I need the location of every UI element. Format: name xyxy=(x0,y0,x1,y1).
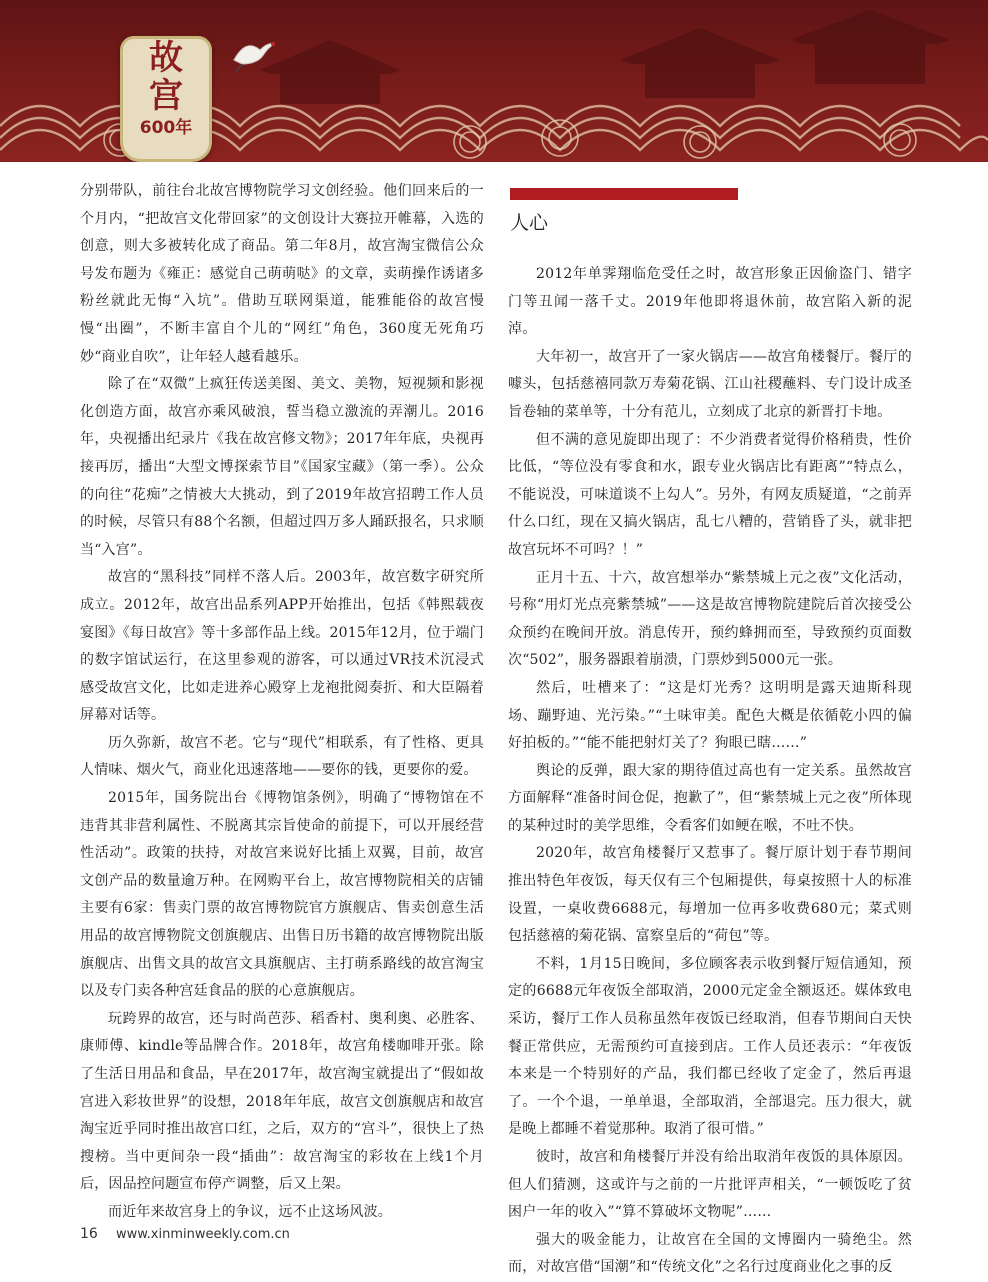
page-number: 16 xyxy=(80,1226,98,1242)
page-footer xyxy=(80,1226,290,1242)
seal-char-1: 故 xyxy=(149,38,183,78)
seal-year: 600年 xyxy=(139,118,193,138)
seal-char-2: 宫 xyxy=(149,76,183,116)
paragraph: 历久弥新，故宫不老。它与“现代”相联系，有了性格、更具人情味、烟火气，商业化迅速落地——要你的钱，更要你的爱。 xyxy=(80,734,484,779)
paragraph: 玩跨界的故宫，还与时尚芭莎、稻香村、奥利奥、必胜客、康师傅、kindle等品牌合作。2018年，故宫角楼咖啡开张。除了生活日用品和食品，早在2017年，故宫淘宝就提出了“假如故宫进入彩妆世界”的设想，2018年年底，故宫文创旗舰店和故宫淘宝近乎同时推出故宫口红，之后，双方的“宫斗”，很快上了热搜榜。当中更间杂一段“插曲”：故宫淘宝的彩妆在上线1个月后，因品控问题宣布停产调整，后又上架。 xyxy=(80,1010,484,1193)
paragraph: 除了在“双微”上疯狂传送美图、美文、美物，短视频和影视化创造方面，故宫亦乘风破浪，誓当稳立激流的弄潮儿。2016年，央视播出纪录片《我在故宫修文物》；2017年年底，央视再接再厉，播出“大型文博探索节目”《国家宝藏》（第一季）。公众的向往“花痴”之情被大大挑动，到了2019年故宫招聘工作人员的时候，尽管只有88个名额，但超过四万多人踊跃报名，只求顺当“入宫”。 xyxy=(80,376,484,558)
header-banner xyxy=(0,0,988,162)
paragraph: 故宫的“黑科技”同样不落人后。2003年，故宫数字研究所成立。2012年，故宫出品系列APP开始推出，包括《韩熙载夜宴图》《每日故宫》等十多部作品上线。2015年12月，位于端门的数字馆试运行，在这里参观的游客，可以通过VR技术沉浸式感受故宫文化，比如走进养心殿穿上龙袍批阅奏折、和大臣隔着屏幕对话等。 xyxy=(80,569,484,724)
gugong-600-seal xyxy=(120,36,212,162)
paragraph: 不料，1月15日晚间，多位顾客表示收到餐厅短信通知，预定的6688元年夜饭全部取消，2000元定金全额返还。媒体致电采访，餐厅工作人员称虽然年夜饭已经取消，但春节期间白天快餐正常供应，无需预约可直接到店。工作人员还表示：“年夜饭本来是一个特别好的产品，我们都已经收了定金了，然后再退了。一个个退，一单单退，全部取消，全部退完。压力很大，就是晚上都睡不着觉那种。取消了很可惜。” xyxy=(508,955,912,1138)
paragraph: 分别带队，前往台北故宫博物院学习文创经验。他们回来后的一个月内，“把故宫文化带回家”的文创设计大赛拉开帷幕，入选的创意，则大多被转化成了商品。第二年8月，故宫淘宝微信公众号发布题为《雍正：感觉自己萌萌哒》的文章，卖萌操作诱诸多粉丝就此无悔“入坑”。借助互联网渠道，能雅能俗的故宫慢慢“出圈”，不断丰富自个儿的“网红”角色，360度无死角巧妙“商业自吹”，让年轻人越看越乐。 xyxy=(80,183,484,365)
paragraph: 2015年，国务院出台《博物馆条例》，明确了“博物馆在不违背其非营利属性、不脱离其宗旨使命的前提下，可以开展经营性活动”。政策的扶持，对故宫来说好比插上双翼，目前，故宫文创产品的数量逾万种。在网购平台上，故宫博物院相关的店铺主要有6家：售卖门票的故宫博物院官方旗舰店、售卖创意生活用品的故宫博物院文创旗舰店、出售日历书籍的故宫博物院出版旗舰店、出售文具的故宫文具旗舰店、主打萌系路线的故宫淘宝以及专门卖各种宫廷食品的朕的心意旗舰店。 xyxy=(80,790,484,1000)
palace-roof-silhouette xyxy=(260,10,950,104)
paragraph: 彼时，故宫和角楼餐厅并没有给出取消年夜饭的具体原因。但人们猜测，这或许与之前的一片批评声相关，“一顿饭吃了贫困户一年的收入”“算不算破坏文物呢”…… xyxy=(508,1149,912,1221)
paragraph: 但不满的意见旋即出现了：不少消费者觉得价格稍贵，性价比低，“等位没有零食和水，跟专业火锅店比有距离”“特点么，不能说没，可味道谈不上勾人”。另外，有网友质疑道，“之前弄什么口红，现在又搞火锅店，乱七八糟的，营销昏了头，就非把故宫玩坏不可吗？！” xyxy=(508,431,912,558)
section-bar xyxy=(510,188,738,200)
paragraph: 然后，吐槽来了：“这是灯光秀？这明明是露天迪斯科现场、蹦野迪、光污染。”“土味审美。配色大概是依循乾小四的偏好拍板的。”“能不能把射灯关了？狗眼已瞎……” xyxy=(508,679,912,752)
paragraph: 舆论的反弹，跟大家的期待值过高也有一定关系。虽然故宫方面解释“准备时间仓促，抱歉了”，但“紫禁城上元之夜”所体现的某种过时的美学思维，令看客们如鲠在喉，不吐不快。 xyxy=(508,762,912,834)
right-column xyxy=(508,261,912,1282)
paragraph: 2020年，故宫角楼餐厅又惹事了。餐厅原计划于春节期间推出特色年夜饭，每天仅有三个包厢提供，每桌按照十人的标准设置，一桌收费6688元，每增加一位再多收费680元；菜式则包括慈禧的菊花锅、富察皇后的“荷包”等。 xyxy=(508,845,912,945)
paragraph: 正月十五、十六，故宫想举办“紫禁城上元之夜”文化活动，号称“用灯光点亮紫禁城”——这是故宫博物院建院后首次接受公众预约在晚间开放。消息传开，预约蜂拥而至，导致预约页面数次“502”，服务器跟着崩溃，门票炒到5000元一张。 xyxy=(508,569,912,669)
left-column xyxy=(80,178,484,1227)
paragraph: 2012年单霁翔临危受任之时，故宫形象正因偷盗门、错字门等丑闻一落千丈。2019年他即将退休前，故宫陷入新的泥淖。 xyxy=(508,266,912,338)
crane-icon xyxy=(228,30,278,74)
site-url: www.xinminweekly.com.cn xyxy=(115,1227,290,1242)
paragraph: 而近年来故宫身上的争议，远不止这场风波。 xyxy=(108,1203,392,1220)
section-title: 人心 xyxy=(510,212,549,234)
paragraph: 大年初一，故宫开了一家火锅店——故宫角楼餐厅。餐厅的噱头，包括慈禧同款万寿菊花锅、江山社稷蘸料、专门设计成圣旨卷轴的菜单等，十分有范儿，立刻成了北京的新晋打卡地。 xyxy=(508,348,912,420)
paragraph: 强大的吸金能力，让故宫在全国的文博圈内一骑绝尘。然而，对故宫借“国潮”和“传统文化”之名行过度商业化之事的反 xyxy=(508,1231,912,1276)
